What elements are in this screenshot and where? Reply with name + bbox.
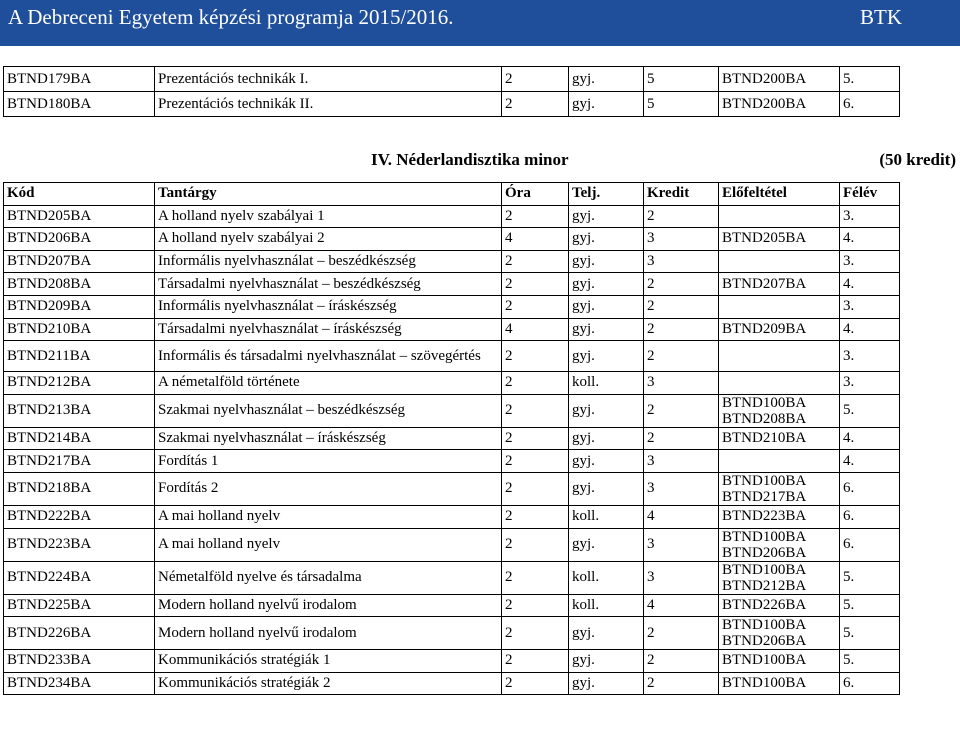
cell-code: BTND226BA	[4, 617, 155, 650]
cell-hours: 2	[502, 295, 569, 318]
cell-subject: Modern holland nyelvű irodalom	[155, 594, 502, 617]
cell-prerequisite: BTND100BA BTND212BA	[719, 561, 840, 594]
cell-completion: gyj.	[569, 528, 644, 561]
cell-credit: 3	[644, 561, 719, 594]
section-credit-total: (50 kredit)	[879, 150, 956, 169]
table-row	[4, 295, 900, 318]
table-row	[4, 617, 900, 650]
cell-semester: 6.	[840, 92, 900, 117]
cell-code: BTND218BA	[4, 472, 155, 505]
column-header-code: Kód	[4, 183, 155, 206]
cell-semester: 4.	[840, 228, 900, 251]
column-header-semester: Félév	[840, 183, 900, 206]
cell-hours: 2	[502, 273, 569, 296]
column-header-subject: Tantárgy	[155, 183, 502, 206]
cell-prerequisite	[719, 372, 840, 395]
cell-semester: 3.	[840, 341, 900, 372]
column-header-hours: Óra	[502, 183, 569, 206]
cell-code: BTND222BA	[4, 505, 155, 528]
cell-completion: gyj.	[569, 273, 644, 296]
cell-subject: Kommunikációs stratégiák 1	[155, 650, 502, 673]
cell-prerequisite: BTND226BA	[719, 594, 840, 617]
cell-subject: Szakmai nyelvhasználat – beszédkészség	[155, 394, 502, 427]
cell-prerequisite: BTND200BA	[719, 92, 840, 117]
cell-credit: 2	[644, 273, 719, 296]
cell-subject: Kommunikációs stratégiák 2	[155, 672, 502, 695]
cell-completion: koll.	[569, 372, 644, 395]
cell-prerequisite	[719, 295, 840, 318]
table-row	[4, 205, 900, 228]
cell-semester: 3.	[840, 205, 900, 228]
cell-credit: 3	[644, 228, 719, 251]
cell-code: BTND214BA	[4, 427, 155, 450]
cell-prerequisite: BTND100BA	[719, 672, 840, 695]
cell-credit: 2	[644, 295, 719, 318]
cell-code: BTND180BA	[4, 92, 155, 117]
cell-code: BTND223BA	[4, 528, 155, 561]
page-header	[0, 0, 960, 46]
table-row	[4, 394, 900, 427]
table-row	[4, 318, 900, 341]
column-header-completion: Telj.	[569, 183, 644, 206]
cell-completion: gyj.	[569, 427, 644, 450]
table-row	[4, 427, 900, 450]
cell-credit: 2	[644, 205, 719, 228]
cell-hours: 2	[502, 472, 569, 505]
cell-completion: gyj.	[569, 472, 644, 505]
cell-credit: 3	[644, 472, 719, 505]
cell-completion: gyj.	[569, 250, 644, 273]
cell-semester: 3.	[840, 250, 900, 273]
cell-credit: 3	[644, 250, 719, 273]
table-row	[4, 650, 900, 673]
cell-semester: 5.	[840, 394, 900, 427]
cell-prerequisite	[719, 205, 840, 228]
cell-semester: 6.	[840, 528, 900, 561]
cell-semester: 5.	[840, 594, 900, 617]
cell-code: BTND234BA	[4, 672, 155, 695]
cell-credit: 5	[644, 92, 719, 117]
table-row	[4, 472, 900, 505]
cell-completion: koll.	[569, 594, 644, 617]
cell-code: BTND207BA	[4, 250, 155, 273]
cell-subject: Fordítás 1	[155, 450, 502, 473]
cell-subject: A mai holland nyelv	[155, 528, 502, 561]
cell-prerequisite: BTND100BA BTND217BA	[719, 472, 840, 505]
column-header-credit: Kredit	[644, 183, 719, 206]
cell-credit: 2	[644, 394, 719, 427]
cell-semester: 6.	[840, 505, 900, 528]
cell-subject: Társadalmi nyelvhasználat – beszédkészség	[155, 273, 502, 296]
cell-semester: 3.	[840, 372, 900, 395]
cell-credit: 3	[644, 372, 719, 395]
cell-subject: Társadalmi nyelvhasználat – íráskészség	[155, 318, 502, 341]
cell-completion: koll.	[569, 561, 644, 594]
cell-hours: 4	[502, 228, 569, 251]
cell-completion: gyj.	[569, 228, 644, 251]
table-row	[4, 528, 900, 561]
cell-code: BTND233BA	[4, 650, 155, 673]
cell-code: BTND224BA	[4, 561, 155, 594]
cell-credit: 3	[644, 450, 719, 473]
cell-hours: 2	[502, 67, 569, 92]
cell-subject: Prezentációs technikák I.	[155, 67, 502, 92]
cell-credit: 4	[644, 594, 719, 617]
cell-subject: A németalföld története	[155, 372, 502, 395]
cell-subject: Informális nyelvhasználat – íráskészség	[155, 295, 502, 318]
cell-completion: gyj.	[569, 450, 644, 473]
cell-completion: gyj.	[569, 67, 644, 92]
cell-hours: 2	[502, 505, 569, 528]
cell-prerequisite: BTND100BA BTND206BA	[719, 528, 840, 561]
cell-semester: 4.	[840, 318, 900, 341]
page-header-title: A Debreceni Egyetem képzési programja 2015/2016.	[8, 5, 454, 29]
cell-hours: 2	[502, 650, 569, 673]
cell-semester: 3.	[840, 295, 900, 318]
cell-code: BTND213BA	[4, 394, 155, 427]
cell-subject: A mai holland nyelv	[155, 505, 502, 528]
table-row	[4, 505, 900, 528]
cell-semester: 5.	[840, 617, 900, 650]
cell-prerequisite: BTND210BA	[719, 427, 840, 450]
cell-subject: Szakmai nyelvhasználat – íráskészség	[155, 427, 502, 450]
cell-subject: Informális nyelvhasználat – beszédkészség	[155, 250, 502, 273]
cell-semester: 6.	[840, 672, 900, 695]
cell-credit: 2	[644, 318, 719, 341]
cell-credit: 4	[644, 505, 719, 528]
cell-credit: 2	[644, 617, 719, 650]
cell-subject: Informális és társadalmi nyelvhasználat – szövegértés	[155, 341, 502, 372]
table-row	[4, 250, 900, 273]
cell-hours: 2	[502, 394, 569, 427]
cell-completion: gyj.	[569, 394, 644, 427]
table-row	[4, 228, 900, 251]
cell-credit: 2	[644, 427, 719, 450]
cell-code: BTND179BA	[4, 67, 155, 92]
cell-subject: A holland nyelv szabályai 1	[155, 205, 502, 228]
cell-completion: gyj.	[569, 650, 644, 673]
cell-credit: 2	[644, 650, 719, 673]
cell-completion: gyj.	[569, 205, 644, 228]
cell-subject: Prezentációs technikák II.	[155, 92, 502, 117]
cell-semester: 5.	[840, 650, 900, 673]
cell-completion: gyj.	[569, 672, 644, 695]
course-table-continued	[3, 66, 900, 117]
cell-completion: gyj.	[569, 341, 644, 372]
cell-credit: 2	[644, 341, 719, 372]
table-header-row	[4, 183, 900, 206]
cell-code: BTND205BA	[4, 205, 155, 228]
column-header-prerequisite: Előfeltétel	[719, 183, 840, 206]
cell-code: BTND211BA	[4, 341, 155, 372]
cell-credit: 5	[644, 67, 719, 92]
cell-semester: 4.	[840, 273, 900, 296]
cell-hours: 2	[502, 528, 569, 561]
cell-hours: 2	[502, 372, 569, 395]
cell-hours: 4	[502, 318, 569, 341]
course-table	[3, 182, 900, 695]
cell-prerequisite: BTND100BA BTND208BA	[719, 394, 840, 427]
cell-semester: 4.	[840, 450, 900, 473]
cell-code: BTND212BA	[4, 372, 155, 395]
page-header-faculty: BTK	[860, 5, 902, 29]
cell-completion: gyj.	[569, 92, 644, 117]
cell-code: BTND209BA	[4, 295, 155, 318]
cell-prerequisite: BTND207BA	[719, 273, 840, 296]
cell-hours: 2	[502, 450, 569, 473]
cell-code: BTND210BA	[4, 318, 155, 341]
cell-hours: 2	[502, 250, 569, 273]
cell-completion: koll.	[569, 505, 644, 528]
cell-hours: 2	[502, 205, 569, 228]
cell-prerequisite: BTND205BA	[719, 228, 840, 251]
table-row	[4, 372, 900, 395]
cell-semester: 4.	[840, 427, 900, 450]
table-row	[4, 67, 900, 92]
cell-completion: gyj.	[569, 295, 644, 318]
table-row	[4, 273, 900, 296]
cell-hours: 2	[502, 92, 569, 117]
cell-subject: Fordítás 2	[155, 472, 502, 505]
cell-hours: 2	[502, 594, 569, 617]
cell-prerequisite: BTND100BA	[719, 650, 840, 673]
cell-code: BTND208BA	[4, 273, 155, 296]
cell-hours: 2	[502, 617, 569, 650]
table-row	[4, 341, 900, 372]
cell-prerequisite	[719, 450, 840, 473]
cell-prerequisite: BTND223BA	[719, 505, 840, 528]
table-row	[4, 594, 900, 617]
cell-credit: 3	[644, 528, 719, 561]
cell-hours: 2	[502, 672, 569, 695]
cell-semester: 5.	[840, 561, 900, 594]
table-row	[4, 561, 900, 594]
cell-credit: 2	[644, 672, 719, 695]
cell-subject: Németalföld nyelve és társadalma	[155, 561, 502, 594]
cell-subject: Modern holland nyelvű irodalom	[155, 617, 502, 650]
cell-prerequisite: BTND200BA	[719, 67, 840, 92]
cell-completion: gyj.	[569, 617, 644, 650]
cell-subject: A holland nyelv szabályai 2	[155, 228, 502, 251]
cell-completion: gyj.	[569, 318, 644, 341]
cell-code: BTND225BA	[4, 594, 155, 617]
cell-hours: 2	[502, 427, 569, 450]
table-row	[4, 672, 900, 695]
cell-prerequisite: BTND209BA	[719, 318, 840, 341]
table-row	[4, 450, 900, 473]
cell-prerequisite	[719, 341, 840, 372]
cell-code: BTND206BA	[4, 228, 155, 251]
cell-hours: 2	[502, 341, 569, 372]
cell-semester: 6.	[840, 472, 900, 505]
cell-semester: 5.	[840, 67, 900, 92]
cell-prerequisite: BTND100BA BTND206BA	[719, 617, 840, 650]
cell-hours: 2	[502, 561, 569, 594]
cell-prerequisite	[719, 250, 840, 273]
cell-code: BTND217BA	[4, 450, 155, 473]
section-title: IV. Néderlandisztika minor	[371, 150, 569, 169]
table-row	[4, 92, 900, 117]
